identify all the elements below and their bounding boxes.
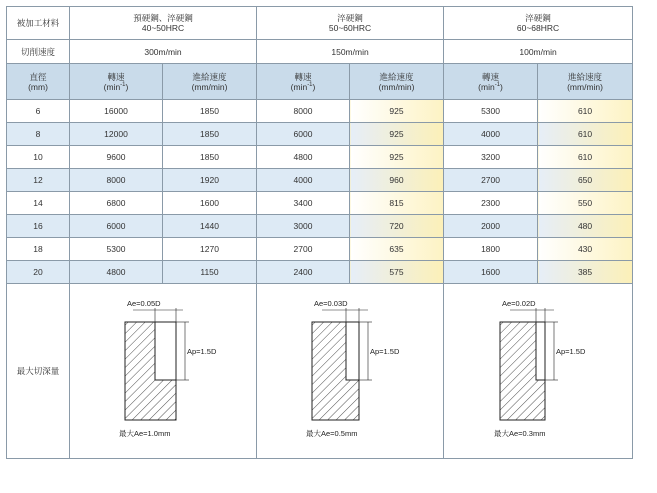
rpm-cell: 5300: [444, 100, 538, 123]
diameter-cell: 10: [7, 146, 70, 169]
material-group-3: [444, 7, 633, 40]
rpm-cell: 2000: [444, 215, 538, 238]
feed-cell: 925: [350, 123, 444, 146]
rpm-cell: 16000: [70, 100, 163, 123]
max-ae-label: 最大Ae=0.3mm: [494, 429, 546, 438]
rpm-cell: 3000: [257, 215, 350, 238]
feed-cell: 610: [538, 146, 633, 169]
feed-header-unit: (mm/min): [191, 81, 228, 92]
rpm-header-unit: $(\min^{-1})$: [103, 81, 129, 92]
cutting-conditions-table: [6, 6, 633, 459]
rpm-cell: 4000: [444, 123, 538, 146]
max-ae-label: 最大Ae=0.5mm: [306, 429, 358, 438]
material-header-row: [7, 7, 633, 40]
diameter-cell: 8: [7, 123, 70, 146]
rpm-cell: 6800: [70, 192, 163, 215]
depth-diagram-cell-2: [257, 284, 444, 459]
rpm-header-label: 轉速: [107, 71, 125, 82]
feed-cell: 1850: [163, 146, 257, 169]
table-row: [7, 100, 633, 123]
feed-cell: 480: [538, 215, 633, 238]
hardness-1: 40~50HRC: [141, 23, 185, 33]
feed-cell: 575: [350, 261, 444, 284]
rpm-cell: 9600: [70, 146, 163, 169]
cutting-speed-label: 切削速度: [7, 40, 70, 64]
material-group-2: [257, 7, 444, 40]
feed-cell: 925: [350, 146, 444, 169]
material-name-1: 預硬鋼、淬硬鋼: [133, 13, 193, 23]
material-name-2: 淬硬鋼: [337, 13, 363, 23]
feed-cell: 815: [350, 192, 444, 215]
cutting-speed-3: 100m/min: [444, 40, 633, 64]
feed-header-label: 進給速度: [379, 71, 414, 82]
feed-cell: 1270: [163, 238, 257, 261]
material-group-1: [70, 7, 257, 40]
table-row: [7, 123, 633, 146]
diameter-cell: 12: [7, 169, 70, 192]
rpm-cell: 12000: [70, 123, 163, 146]
feed-cell: 925: [350, 100, 444, 123]
diameter-header: [7, 64, 70, 100]
feed-cell: 650: [538, 169, 633, 192]
cutting-speed-1: 300m/min: [70, 40, 257, 64]
cut-region: [536, 322, 545, 380]
hardness-2: 50~60HRC: [328, 23, 372, 33]
feed-cell: 1850: [163, 123, 257, 146]
rpm-cell: 1600: [444, 261, 538, 284]
rpm-cell: 4000: [257, 169, 350, 192]
table-row: [7, 215, 633, 238]
material-label: 被加工材料: [7, 7, 70, 40]
rpm-cell: 2700: [257, 238, 350, 261]
rpm-cell: 2300: [444, 192, 538, 215]
rpm-cell: 1800: [444, 238, 538, 261]
rpm-header-label: 轉速: [482, 71, 500, 82]
rpm-header-unit: $(\min^{-1})$: [478, 81, 503, 92]
feed-cell: 635: [350, 238, 444, 261]
feed-header-2: [350, 64, 444, 100]
feed-cell: 385: [538, 261, 633, 284]
feed-cell: 1440: [163, 215, 257, 238]
depth-diagram-3: [478, 296, 598, 446]
feed-cell: 1150: [163, 261, 257, 284]
material-name-3: 淬硬鋼: [525, 13, 551, 23]
diameter-cell: 14: [7, 192, 70, 215]
rpm-cell: 4800: [257, 146, 350, 169]
feed-header-label: 進給速度: [568, 71, 603, 82]
ap-label: Ap=1.5D: [556, 347, 586, 356]
table-row: [7, 146, 633, 169]
cutting-speed-2: 150m/min: [257, 40, 444, 64]
depth-diagram-1: [103, 296, 223, 446]
feed-cell: 1600: [163, 192, 257, 215]
table-row: [7, 238, 633, 261]
table-row: [7, 192, 633, 215]
diameter-header-label: 直徑: [29, 71, 47, 82]
cut-region: [346, 322, 359, 380]
rpm-cell: 8000: [257, 100, 350, 123]
rpm-header-label: 轉速: [294, 71, 312, 82]
depth-diagram-cell-3: [444, 284, 633, 459]
depth-diagram-cell-1: [70, 284, 257, 459]
depth-diagram-2: [290, 296, 410, 446]
feed-cell: 610: [538, 100, 633, 123]
rpm-header-3: [444, 64, 538, 100]
diameter-cell: 18: [7, 238, 70, 261]
feed-header-1: [163, 64, 257, 100]
rpm-cell: 4800: [70, 261, 163, 284]
max-ae-label: 最大Ae=1.0mm: [119, 429, 171, 438]
rpm-cell: 2400: [257, 261, 350, 284]
diameter-cell: 6: [7, 100, 70, 123]
feed-cell: 1920: [163, 169, 257, 192]
cutting-speed-row: [7, 40, 633, 64]
feed-cell: 720: [350, 215, 444, 238]
feed-cell: 610: [538, 123, 633, 146]
rpm-header-2: [257, 64, 350, 100]
rpm-cell: 2700: [444, 169, 538, 192]
table-row: [7, 261, 633, 284]
ap-label: Ap=1.5D: [370, 347, 400, 356]
cutting-depth-row: [7, 284, 633, 459]
ae-label: Ae=0.02D: [502, 299, 536, 308]
cut-region: [155, 322, 176, 380]
diameter-cell: 20: [7, 261, 70, 284]
diameter-cell: 16: [7, 215, 70, 238]
feed-header-label: 進給速度: [192, 71, 227, 82]
rpm-cell: 3200: [444, 146, 538, 169]
rpm-cell: 6000: [70, 215, 163, 238]
ae-label: Ae=0.03D: [314, 299, 348, 308]
table-row: [7, 169, 633, 192]
hardness-3: 60~68HRC: [516, 23, 560, 33]
rpm-header-unit: $(\min^{-1})$: [290, 81, 316, 92]
feed-cell: 430: [538, 238, 633, 261]
rpm-cell: 5300: [70, 238, 163, 261]
rpm-cell: 3400: [257, 192, 350, 215]
rpm-cell: 8000: [70, 169, 163, 192]
feed-cell: 960: [350, 169, 444, 192]
diameter-header-unit: (mm): [28, 81, 48, 92]
ae-label: Ae=0.05D: [127, 299, 161, 308]
feed-cell: 1850: [163, 100, 257, 123]
rpm-cell: 6000: [257, 123, 350, 146]
feed-header-3: [538, 64, 633, 100]
column-header-row: [7, 64, 633, 100]
rpm-header-1: [70, 64, 163, 100]
ap-label: Ap=1.5D: [187, 347, 217, 356]
feed-cell: 550: [538, 192, 633, 215]
feed-header-unit: (mm/min): [567, 81, 603, 92]
max-depth-label: 最大切深量: [7, 284, 70, 459]
feed-header-unit: (mm/min): [378, 81, 415, 92]
